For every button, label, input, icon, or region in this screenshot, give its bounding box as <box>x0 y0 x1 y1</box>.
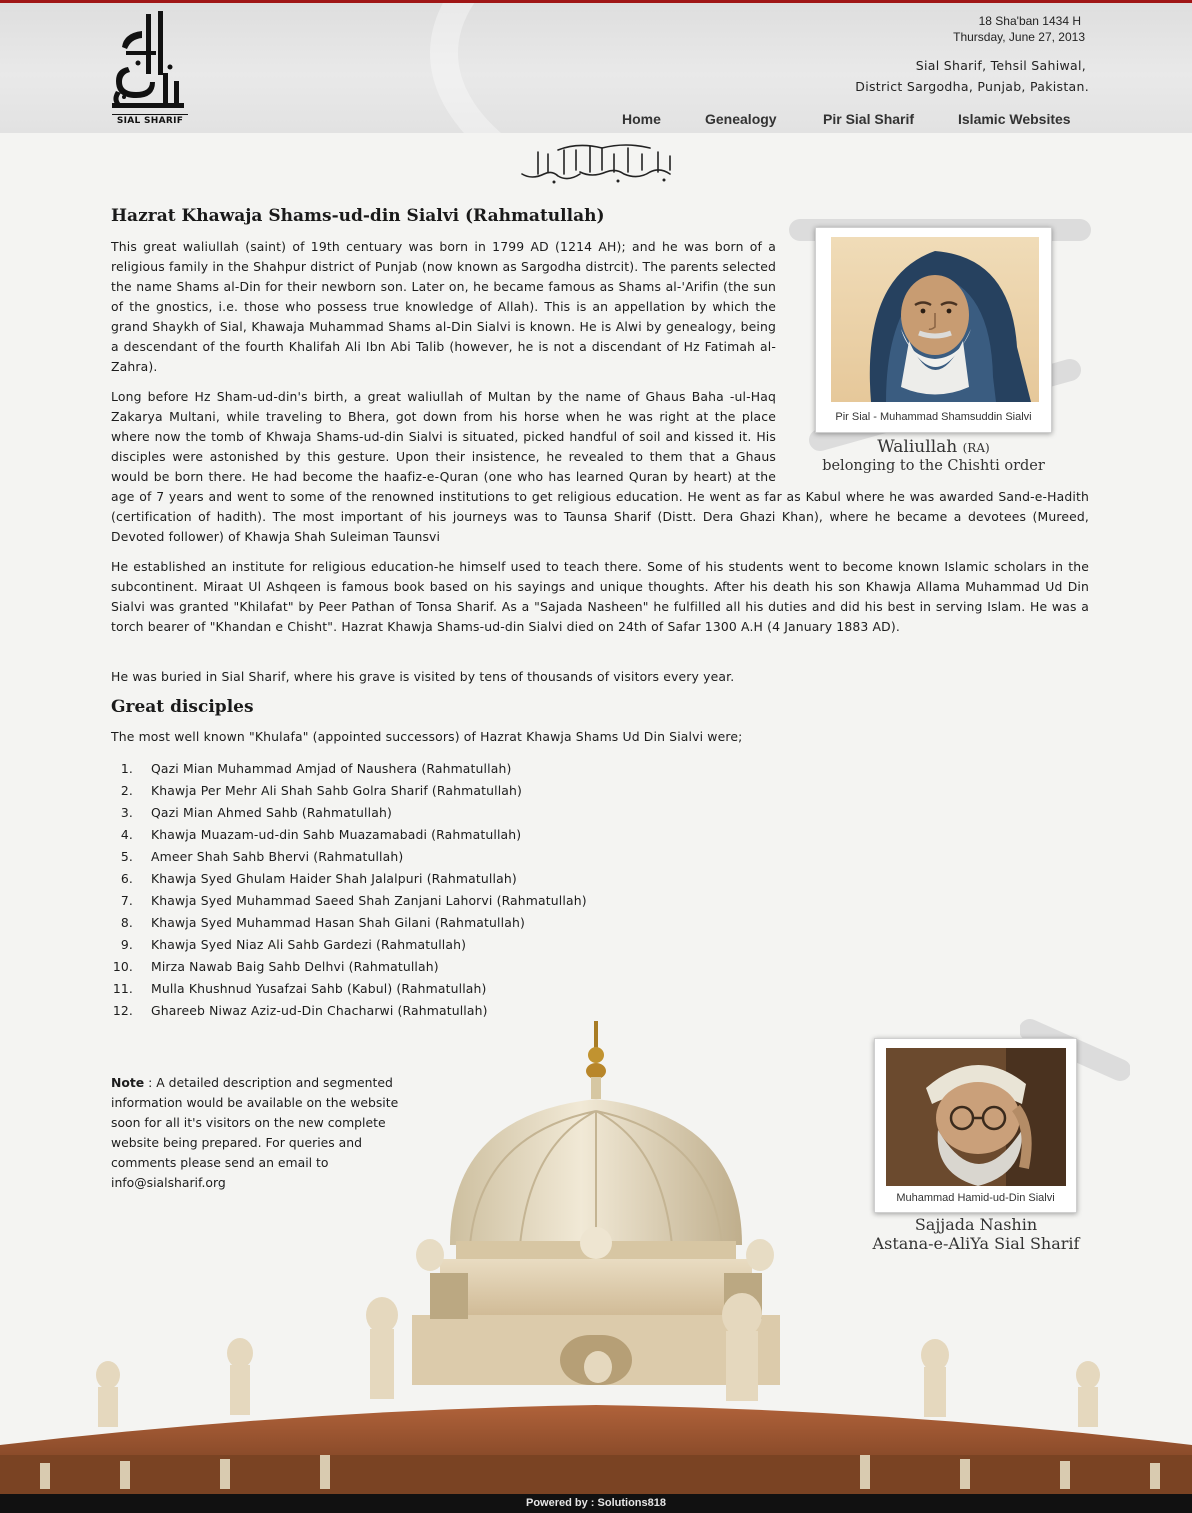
disciple-name: Khawja Muazam-ud-din Sahb Muazamabadi (Rahmatullah) <box>151 827 522 842</box>
article-paragraph-1: This great waliullah (saint) of 19th centuary was born in 1799 AD (1214 AH); and he was born of a religious family in the Shahpur district of Punjab (now known as Sargodha distrcit). The parents selected the name Shams al-Din for their newborn son. Later on, he became famous as Shams al-'Arifin (the sun of the gnostics, i.e. those who possess true knowledge of Allah). This is an appellation by which the grand Shaykh of Sial, Khawaja Muhammad Shams al-Din Sialvi is known. He is Alwi by genealogy, being a descendant of the fourth Khalifah Ali Ibn Abi Talib (however, he is not a discendant of Hz Fatimah al-Zahra). <box>111 239 776 374</box>
logo-caption: SIAL SHARIF <box>112 114 188 126</box>
disciple-name: Ghareeb Niwaz Aziz-ud-Din Chacharwi (Rahmatullah) <box>151 1003 488 1018</box>
main-nav <box>0 111 1192 133</box>
hijri-date: 18 Sha'ban 1434 H <box>978 14 1081 28</box>
nav-genealogy[interactable]: Genealogy <box>705 111 777 127</box>
list-item <box>111 758 811 780</box>
note-block <box>111 1073 401 1193</box>
list-item <box>111 802 811 824</box>
portrait-frame-hamiduddin[interactable] <box>874 1038 1077 1213</box>
disciples-title: Great disciples <box>111 697 254 717</box>
article-title: Hazrat Khawaja Shams-ud-din Sialvi (Rahmatullah) <box>111 206 605 226</box>
list-number: 7. <box>120 893 133 908</box>
address-line-1: Sial Sharif, Tehsil Sahiwal, <box>915 58 1086 73</box>
article-paragraph-3: He established an institute for religious education-he himself used to teach there. Some of his students went to become known Islamic scholars in the subcontinent. Miraat Ul Ashqeen is famous book based on his sayings and unique thoughts. After his death his son Khawja Allama Muhammad Ud Din Sialvi was granted "Khilafat" by Peer Pathan of Tonsa Sharif. As a "Sajada Nasheen" he fulfilled all his duties and did his best in serving Islam. He was a torch bearer of "Khandan e Chisht". Hazrat Khawja Shams-ud-din Sialvi died on 24th of Safar 1300 A.H (4 January 1883 AD). <box>111 559 1089 634</box>
portrait-title-sajjada: Sajjada Nashin <box>914 1215 1038 1234</box>
disciple-name: Qazi Mian Muhammad Amjad of Naushera (Rahmatullah) <box>151 761 512 776</box>
disciple-name: Khawja Syed Muhammad Hasan Shah Gilani (Rahmatullah) <box>151 915 525 930</box>
note-text: : A detailed description and segmented information would be available on the website soon for all it's visitors on the new complete website being prepared. For queries and comments please send an email to <box>111 1075 399 1170</box>
site-footer: Powered by : Solutions818 <box>0 1494 1192 1513</box>
portrait-subtitle-astana: Astana-e-AliYa Sial Sharif <box>872 1234 1080 1253</box>
list-item <box>111 912 811 934</box>
nav-islamic-websites[interactable]: Islamic Websites <box>958 111 1071 127</box>
article-paragraph-4: He was buried in Sial Sharif, where his grave is visited by tens of thousands of visitors every year. <box>111 669 735 684</box>
list-item <box>111 978 811 1000</box>
list-number: 2. <box>120 783 133 798</box>
gregorian-date: Thursday, June 27, 2013 <box>953 30 1085 44</box>
disciple-name: Qazi Mian Ahmed Sahb (Rahmatullah) <box>151 805 392 820</box>
disciple-name: Mulla Khushnud Yusafzai Sahb (Kabul) (Rahmatullah) <box>151 981 487 996</box>
list-item <box>111 934 811 956</box>
disciple-name: Mirza Nawab Baig Sahb Delhvi (Rahmatullah) <box>151 959 439 974</box>
list-number: 8. <box>120 915 133 930</box>
portrait-title-main: Waliullah <box>877 437 958 457</box>
disciples-list <box>111 758 811 1022</box>
portrait-subtitle-chishti: belonging to the Chishti order <box>822 458 1045 474</box>
disciple-name: Khawja Per Mehr Ali Shah Sahb Golra Sharif (Rahmatullah) <box>151 783 523 798</box>
disciple-name: Khawja Syed Muhammad Saeed Shah Zanjani Lahorvi (Rahmatullah) <box>151 893 587 908</box>
article-paragraph-2: Long before Hz Sham-ud-din's birth, a great waliullah of Multan by the name of Ghaus Baha -ul-Haq Zakarya Multani, while traveling to Bhera, got down from his horse when he was right at the place where now the tomb of Khwaja Shams-ud-din Sialvi is situated, picked handful of soil and kissed it. His disciples were astonished by this gesture. Upon their insistence, he revealed to them that a Ghaus would be born there. He had become the haafiz-e-Quran (one who has learned Quran by heart) at the age of 7 years and went to some of the renowned institutions to get religious education. He went as far as Kabul where he was awarded Sand-e-Hadith (certification of hadith). The most important of his journeys was to Taunsa Sharif (Distt. Dera Ghazi Khan), where he became a devotees (Mureed, Devoted follower) of Khawja Shah Suleiman Taunsvi <box>111 389 1089 544</box>
note-label: Note <box>111 1075 145 1090</box>
list-number: 6. <box>120 871 133 886</box>
list-number: 4. <box>120 827 133 842</box>
portrait-illustration <box>886 1048 1066 1186</box>
address-line-2: District Sargodha, Punjab, Pakistan. <box>855 79 1089 94</box>
portrait-title-suffix: (RA) <box>962 441 990 455</box>
list-item <box>111 890 811 912</box>
disciples-intro: The most well known "Khulafa" (appointed successors) of Hazrat Khawja Shams Ud Din Sialvi were; <box>111 729 743 744</box>
list-number: 9. <box>120 937 133 952</box>
list-number: 5. <box>120 849 133 864</box>
disciple-name: Khawja Syed Ghulam Haider Shah Jalalpuri (Rahmatullah) <box>151 871 517 886</box>
email-link[interactable]: info@sialsharif.org <box>111 1175 226 1190</box>
list-number: 1. <box>120 761 133 776</box>
portrait-caption-hamiduddin: Muhammad Hamid-ud-Din Sialvi <box>896 1192 1055 1204</box>
list-item <box>111 824 811 846</box>
list-number: 3. <box>120 805 133 820</box>
portrait-frame-shamsuddin[interactable] <box>815 227 1052 433</box>
list-number: 11. <box>112 981 133 996</box>
list-number: 10. <box>112 959 133 974</box>
portrait-illustration <box>831 237 1039 402</box>
site-header <box>0 3 1192 133</box>
list-item <box>111 868 811 890</box>
disciple-name: Ameer Shah Sahb Bhervi (Rahmatullah) <box>151 849 404 864</box>
list-item <box>111 846 811 868</box>
list-item <box>111 956 811 978</box>
portrait-image-shamsuddin <box>831 237 1039 402</box>
nav-home[interactable]: Home <box>622 111 661 127</box>
portrait-caption-shamsuddin: Pir Sial - Muhammad Shamsuddin Sialvi <box>835 411 1032 423</box>
portrait-title-waliullah <box>815 437 1052 457</box>
portrait-image-hamiduddin <box>886 1048 1066 1186</box>
list-item <box>111 780 811 802</box>
list-number: 12. <box>112 1003 133 1018</box>
bismillah-calligraphy <box>518 140 680 186</box>
nav-pir-sial-sharif[interactable]: Pir Sial Sharif <box>823 111 915 127</box>
disciple-name: Khawja Syed Niaz Ali Sahb Gardezi (Rahmatullah) <box>151 937 467 952</box>
